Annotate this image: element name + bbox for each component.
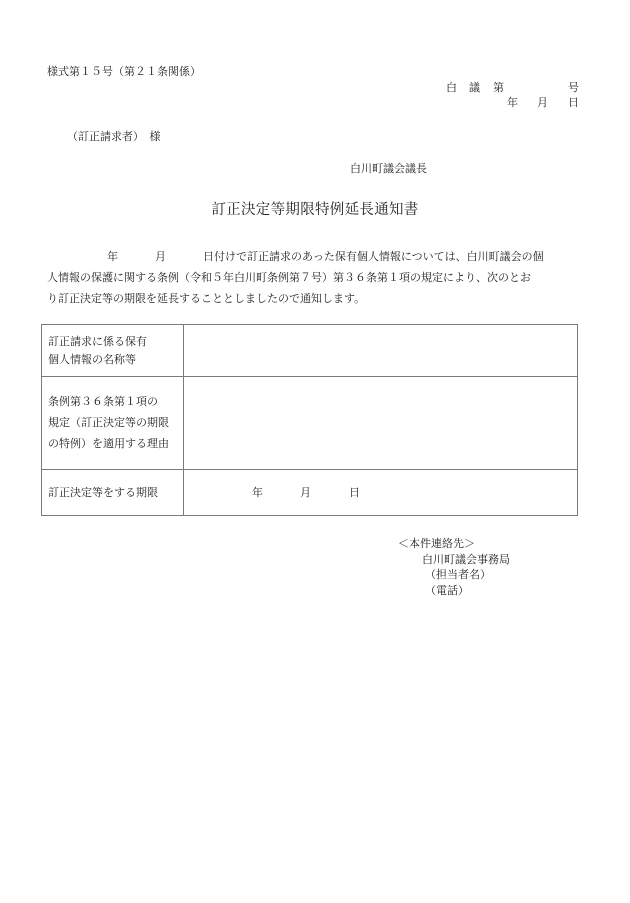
issue-date-year: 年 — [507, 96, 518, 109]
deadline-day: 日 — [349, 485, 360, 499]
body-line-2: 人情報の保護に関する条例（令和５年白川町条例第７号）第３６条第１項の規定により、次のとお — [47, 271, 531, 284]
label-line: 訂正請求に係る保有 — [48, 334, 147, 348]
row-label-reason — [42, 377, 184, 470]
sender: 白川町議会議長 — [350, 162, 427, 175]
table-row — [42, 470, 578, 516]
body-line-1-rest: 日付けで訂正請求のあった保有個人情報については、白川町議会の個 — [203, 250, 544, 263]
contact-phone: （電話） — [425, 583, 469, 597]
issue-date-month: 月 — [537, 96, 548, 109]
body-year: 年 — [107, 250, 118, 263]
deadline-month: 月 — [300, 485, 311, 499]
body-line-3: り訂正決定等の期限を延長することとしましたので通知します。 — [47, 292, 366, 305]
label-line: 訂正決定等をする期限 — [48, 485, 158, 499]
contact-heading: ＜本件連絡先＞ — [398, 537, 475, 550]
body-line-1 — [47, 246, 579, 267]
form-number: 様式第１５号（第２１条関係） — [47, 65, 201, 78]
contact-block — [398, 536, 510, 598]
table-row — [42, 377, 578, 470]
row-value-personal-info[interactable] — [184, 325, 578, 377]
row-label-personal-info — [42, 325, 184, 377]
issue-date-day: 日 — [568, 96, 579, 109]
row-value-reason[interactable] — [184, 377, 578, 470]
table-row — [42, 325, 578, 377]
document-title: 訂正決定等期限特例延長通知書 — [211, 202, 419, 218]
contact-person: （担当者名） — [425, 568, 491, 581]
doc-number-suffix: 号 — [568, 81, 579, 94]
doc-number-prefix-2: 議 — [469, 81, 480, 94]
row-label-deadline — [42, 470, 184, 516]
label-line: の特例）を適用する理由 — [48, 437, 169, 450]
deadline-year: 年 — [252, 485, 263, 499]
row-value-deadline[interactable] — [184, 470, 578, 516]
doc-number-prefix-3: 第 — [493, 81, 504, 94]
label-line: 規定（訂正決定等の期限 — [48, 416, 169, 429]
contact-office: 白川町議会事務局 — [422, 552, 510, 566]
recipient: （訂正請求者） 様 — [67, 130, 161, 143]
body-month: 月 — [155, 250, 166, 263]
label-line: 条例第３６条第１項の — [48, 395, 158, 408]
label-line: 個人情報の名称等 — [48, 352, 136, 366]
body-paragraph — [47, 246, 579, 309]
info-table — [41, 324, 578, 516]
doc-number-prefix-1: 白 — [446, 81, 457, 94]
deadline-date — [190, 484, 571, 502]
